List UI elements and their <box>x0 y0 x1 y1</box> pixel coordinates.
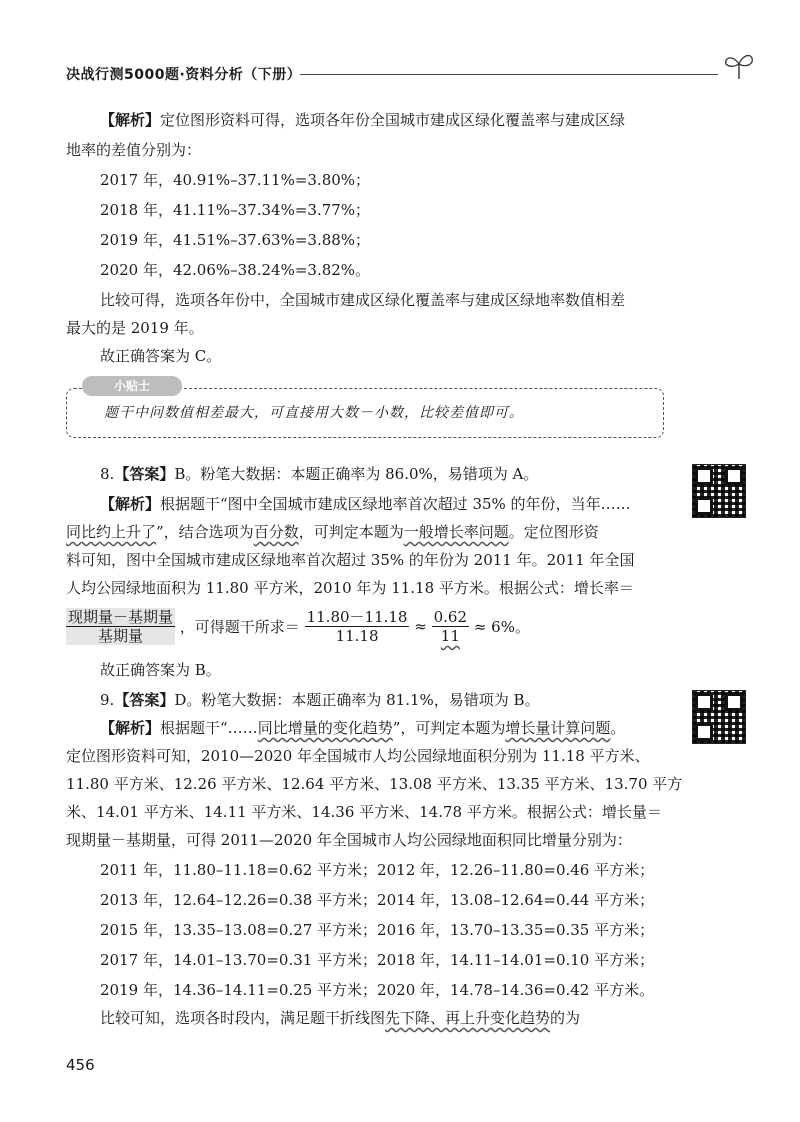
tip-text: 题干中问数值相差最大，可直接用大数－小数，比较差值即可。 <box>104 405 524 421</box>
q8-formula: $\frac{\text{现期量－基期量}}{\text{基期量}}$ ，可得题干所求＝ $\frac{11.80-11.18}{11.18}$ ≈ $\frac{0.62}{11}$ ≈ 6%。 <box>68 608 530 645</box>
q9-increment-row: 2015 年，13.35–13.08=0.27 平方米；2016 年，13.70–13.35=0.35 平方米； <box>100 921 655 939</box>
tip-label: 小贴士 <box>82 376 182 396</box>
calc-fraction: $\frac{11.80-11.18}{11.18}$ <box>306 608 408 645</box>
analysis7-row: 2020 年，42.06%–38.24%=3.82%。 <box>100 261 371 279</box>
approx-fraction: $\frac{0.62}{11}$ <box>433 608 468 645</box>
running-header-title: 决战行测5000题·资料分析（下册） <box>66 67 302 83</box>
q9-compare-line: 比较可知，选项各时段内，满足题干折线图先下降、再上升变化趋势的为 <box>100 1009 581 1027</box>
q9-number: 9. <box>100 691 115 709</box>
q9-answer-line: 9.【答案】D。粉笔大数据：本题正确率为 81.1%，易错项为 B。 <box>100 691 540 709</box>
q8-analysis-line3: 料可知，图中全国城市建成区绿地率首次超过 35% 的年份为 2011 年。2011 年全国 <box>66 551 635 569</box>
header-rule <box>300 74 718 75</box>
q8-answer-line: 8.【答案】B。粉笔大数据：本题正确率为 86.0%，易错项为 A。 <box>100 465 539 483</box>
q8-analysis-line2: 同比约上升了”，结合选项为百分数，可判定本题为一般增长率问题。定位图形资 <box>66 523 599 541</box>
analysis7-row: 2018 年，41.11%–37.34%=3.77%； <box>100 201 371 219</box>
answer-tag: 【答案】 <box>114 691 175 709</box>
analysis7-row: 2019 年，41.51%–37.63%=3.88%； <box>100 231 371 249</box>
analysis7-compare-line2: 最大的是 2019 年。 <box>66 319 204 337</box>
analysis7-line2: 地率的差值分别为： <box>66 141 202 159</box>
q9-increment-row: 2011 年，11.80–11.18=0.62 平方米；2012 年，12.26–11.80=0.46 平方米； <box>100 861 655 879</box>
analysis7-line1: 【解析】定位图形资料可得，选项各年份全国城市建成区绿化覆盖率与建成区绿 <box>100 111 626 129</box>
q9-analysis-line2: 定位图形资料可知，2010—2020 年全国城市人均公园绿地面积分别为 11.18 平方米、 <box>66 747 650 765</box>
q8-answer: 故正确答案为 B。 <box>100 661 221 679</box>
analysis7-answer: 故正确答案为 C。 <box>100 347 222 365</box>
page-number: 456 <box>66 1056 95 1074</box>
q9-increment-row: 2013 年，12.64–12.26=0.38 平方米；2014 年，13.08–12.64=0.44 平方米； <box>100 891 655 909</box>
analysis-tag: 【解析】 <box>100 495 161 513</box>
q8-number: 8. <box>100 465 115 483</box>
analysis-tag: 【解析】 <box>100 719 161 737</box>
q9-increment-row: 2019 年，14.36–14.11=0.25 平方米；2020 年，14.78–14.36=0.42 平方米。 <box>100 981 655 999</box>
analysis7-compare-line1: 比较可得，选项各年份中，全国城市建成区绿化覆盖率与建成区绿地率数值相差 <box>100 291 626 309</box>
q9-analysis-line4: 米、14.01 平方米、14.11 平方米、14.36 平方米、14.78 平方米。根据公式：增长量＝ <box>66 803 662 821</box>
sprout-leaf-icon <box>722 50 756 80</box>
analysis7-row: 2017 年，40.91%–37.11%=3.80%； <box>100 171 371 189</box>
q9-analysis-line3: 11.80 平方米、12.26 平方米、12.64 平方米、13.08 平方米、13.35 平方米、13.70 平方 <box>66 775 683 793</box>
q9-qr-code[interactable] <box>692 690 746 744</box>
q9-increment-row: 2017 年，14.01–13.70=0.31 平方米；2018 年，14.11–14.01=0.10 平方米； <box>100 951 655 969</box>
q8-analysis-line4: 人均公园绿地面积为 11.80 平方米，2010 年为 11.18 平方米。根据公式：增长率＝ <box>66 579 634 597</box>
q8-qr-code[interactable] <box>692 464 746 518</box>
growth-rate-fraction: $\frac{\text{现期量－基期量}}{\text{基期量}}$ <box>68 608 174 645</box>
q8-analysis-line1: 【解析】根据题干“图中全国城市建成区绿地率首次超过 35% 的年份，当年…… <box>100 495 631 513</box>
analysis-tag: 【解析】 <box>100 111 161 129</box>
answer-tag: 【答案】 <box>114 465 175 483</box>
q9-analysis-line5: 现期量－基期量，可得 2011—2020 年全国城市人均公园绿地面积同比增量分别为： <box>66 831 632 849</box>
q9-analysis-line1: 【解析】根据题干“……同比增量的变化趋势”，可判定本题为增长量计算问题。 <box>100 719 626 737</box>
